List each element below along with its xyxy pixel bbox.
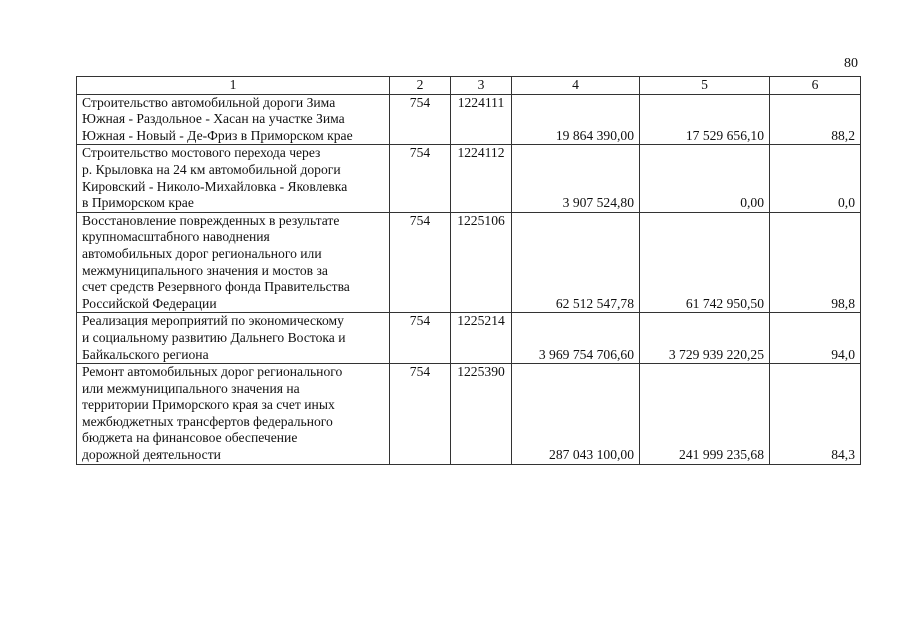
row-name-line: Южная - Новый - Де-Фриз в Приморском крае [82, 127, 353, 143]
row-name-line: Ремонт автомобильных дорог регионального [82, 364, 343, 380]
row-col4-value: 3 907 524,80 [512, 145, 640, 212]
row-col4-value: 287 043 100,00 [512, 364, 640, 465]
row-name-line: межбюджетных трансфертов федерального [82, 413, 333, 429]
row-col5-value: 241 999 235,68 [640, 364, 770, 465]
page-number: 80 [844, 56, 858, 71]
table-row [77, 364, 861, 465]
row-name-line: Реализация мероприятий по экономическому [82, 313, 344, 329]
row-name-line: автомобильных дорог регионального или [82, 245, 322, 261]
row-col6-value: 94,0 [770, 313, 861, 364]
table-row [77, 313, 861, 364]
row-name-line: Строительство мостового перехода через [82, 145, 321, 161]
table-row [77, 212, 861, 313]
row-name-line: р. Крыловка на 24 км автомобильной дороги [82, 161, 341, 177]
row-target-code: 1224112 [451, 145, 512, 212]
row-col6-value: 88,2 [770, 94, 861, 145]
row-col5-value: 0,00 [640, 145, 770, 212]
row-col6-value: 84,3 [770, 364, 861, 465]
row-name-line: Восстановление поврежденных в результате [82, 212, 340, 228]
header-col-4: 4 [512, 77, 640, 95]
row-name-line: в Приморском крае [82, 195, 194, 211]
table-row [77, 94, 861, 145]
row-col6-value: 98,8 [770, 212, 861, 313]
row-name-line: Российской Федерации [82, 295, 217, 311]
row-col5-value: 61 742 950,50 [640, 212, 770, 313]
row-name-line: или межмуниципального значения на [82, 380, 300, 396]
row-name-line: межмуниципального значения и мостов за [82, 262, 328, 278]
row-col5-value: 17 529 656,10 [640, 94, 770, 145]
row-name-line: Байкальского региона [82, 346, 209, 362]
row-name-line: Южная - Раздольное - Хасан на участке Зима [82, 111, 345, 127]
table-row [77, 145, 861, 212]
row-col4-value: 3 969 754 706,60 [512, 313, 640, 364]
header-col-5: 5 [640, 77, 770, 95]
row-name-cell [77, 364, 390, 465]
row-admin-code: 754 [390, 212, 451, 313]
row-name-line: территории Приморского края за счет иных [82, 397, 335, 413]
row-name-cell [77, 313, 390, 364]
row-name-line: и социальному развитию Дальнего Востока и [82, 329, 346, 345]
table-header-row [77, 77, 861, 95]
row-col5-value: 3 729 939 220,25 [640, 313, 770, 364]
row-name-line: бюджета на финансовое обеспечение [82, 430, 298, 446]
row-col6-value: 0,0 [770, 145, 861, 212]
row-col4-value: 19 864 390,00 [512, 94, 640, 145]
row-target-code: 1225106 [451, 212, 512, 313]
row-target-code: 1225390 [451, 364, 512, 465]
header-col-6: 6 [770, 77, 861, 95]
header-col-3: 3 [451, 77, 512, 95]
row-name-line: счет средств Резервного фонда Правительства [82, 279, 350, 295]
row-name-line: дорожной деятельности [82, 447, 221, 463]
row-name-cell [77, 212, 390, 313]
row-col4-value: 62 512 547,78 [512, 212, 640, 313]
row-target-code: 1225214 [451, 313, 512, 364]
header-col-2: 2 [390, 77, 451, 95]
row-admin-code: 754 [390, 313, 451, 364]
budget-table [76, 76, 861, 465]
row-admin-code: 754 [390, 364, 451, 465]
row-name-line: крупномасштабного наводнения [82, 229, 270, 245]
row-name-cell [77, 145, 390, 212]
row-target-code: 1224111 [451, 94, 512, 145]
row-name-line: Строительство автомобильной дороги Зима [82, 94, 336, 110]
header-col-1: 1 [77, 77, 390, 95]
row-name-line: Кировский - Николо-Михайловка - Яковлевка [82, 178, 348, 194]
row-admin-code: 754 [390, 94, 451, 145]
row-admin-code: 754 [390, 145, 451, 212]
row-name-cell [77, 94, 390, 145]
